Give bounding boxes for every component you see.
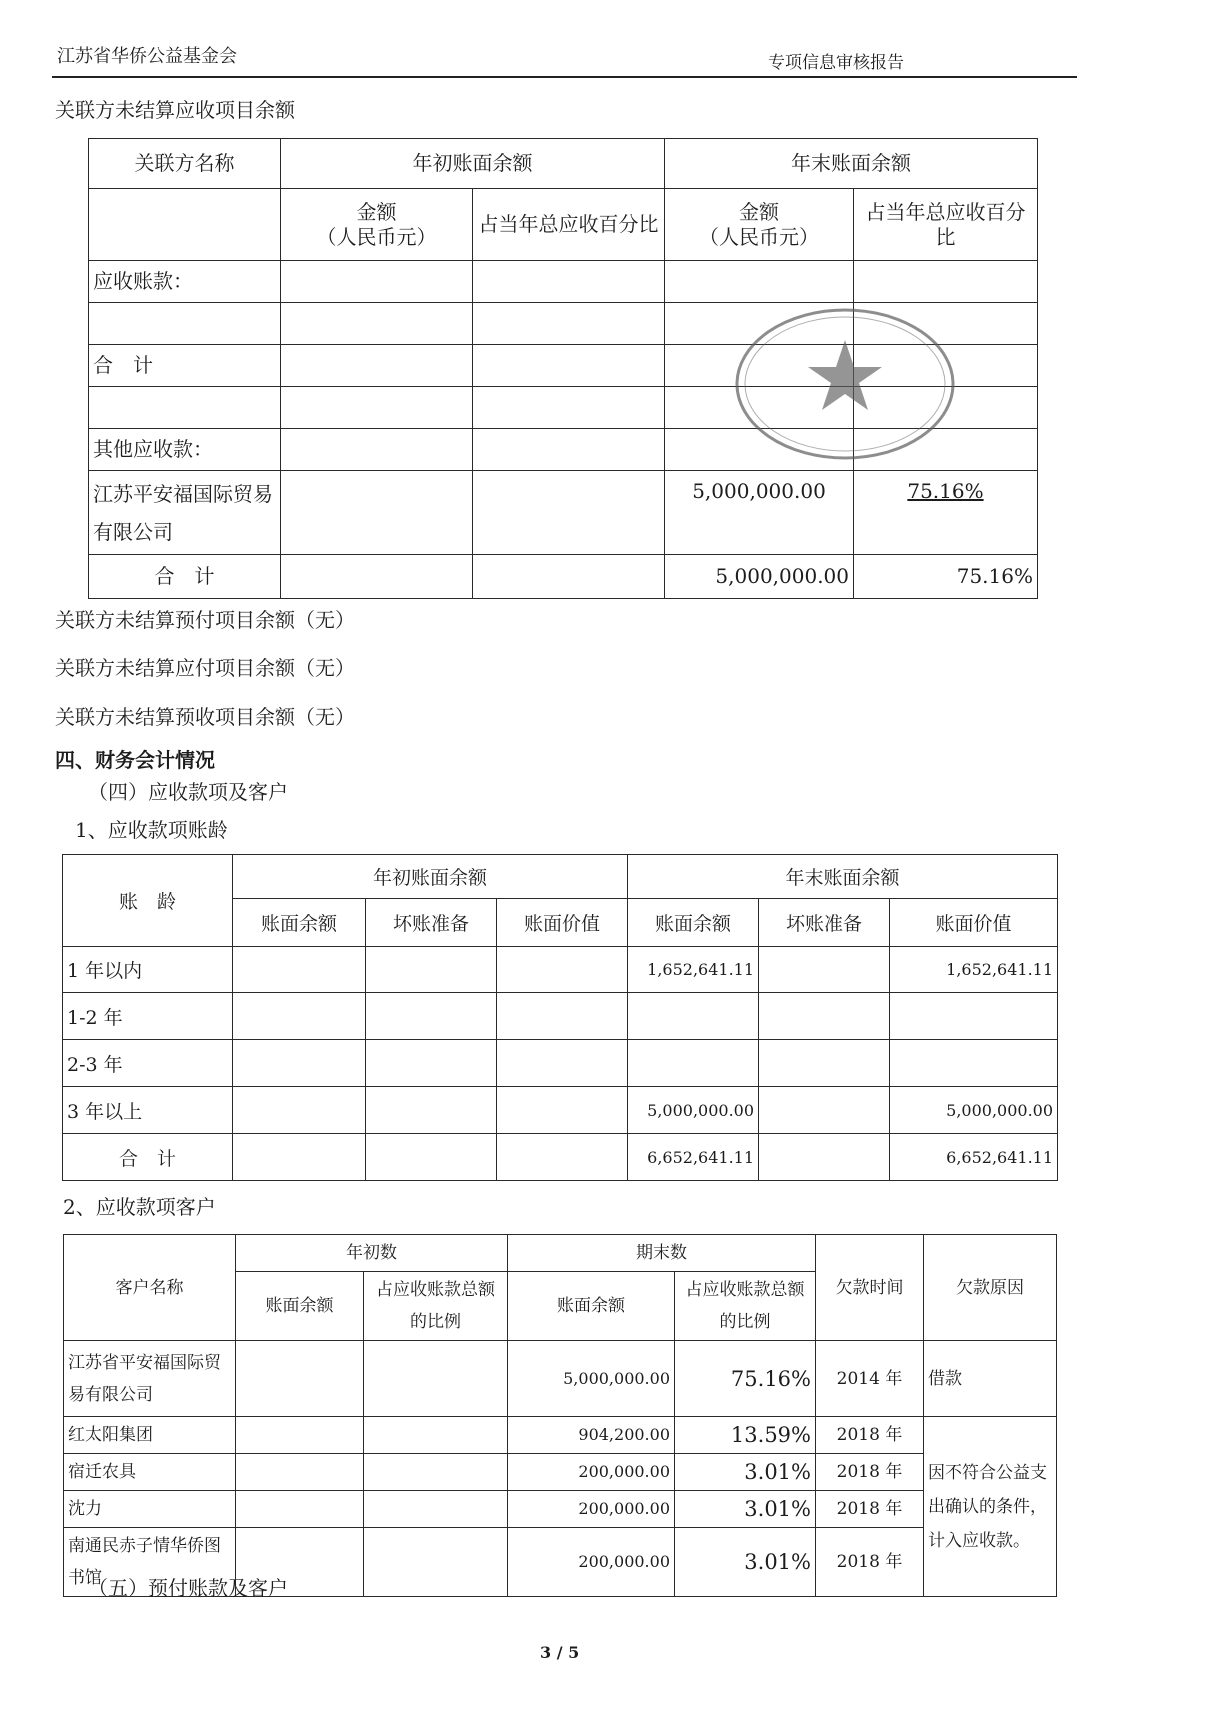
- end-balance: 200,000.00: [508, 1454, 675, 1491]
- header-divider: [52, 76, 1077, 78]
- other-receivable-label: 其他应收款：: [89, 429, 281, 471]
- col-begin-balance: 年初账面余额: [233, 855, 628, 899]
- col-aging: 账 龄: [63, 855, 233, 947]
- receivable-aging-table: [62, 854, 1058, 1181]
- col-debt-reason: 欠款原因: [924, 1235, 1057, 1341]
- col-customer-name: 客户名称: [64, 1235, 236, 1341]
- customer-name: 宿迁农具: [64, 1454, 236, 1491]
- related-prepaid-line: 关联方未结算预付项目余额（无）: [55, 608, 355, 632]
- debt-time: 2018 年: [816, 1491, 924, 1528]
- table-row: [63, 1040, 1058, 1087]
- col-related-party-name: 关联方名称: [89, 139, 281, 189]
- aging-label: 2-3 年: [63, 1040, 233, 1087]
- sub-header: 账面价值: [890, 899, 1058, 947]
- receivable-label: 应收账款：: [89, 261, 281, 303]
- aging-title: 1、应收款项账龄: [75, 818, 228, 842]
- company-end-amount: 5,000,000.00: [665, 471, 854, 555]
- customers-title: 2、应收款项客户: [63, 1195, 216, 1219]
- total-label: 合 计: [89, 555, 281, 599]
- related-party-receivable-table: [88, 138, 1038, 599]
- subsection-receivables: （四）应收款项及客户: [88, 780, 288, 804]
- table-row: [63, 993, 1058, 1040]
- end-book-balance: [628, 993, 759, 1040]
- table-row: [63, 1087, 1058, 1134]
- sub-header: 坏账准备: [366, 899, 497, 947]
- customer-name: 南通民赤子情华侨图书馆: [64, 1528, 236, 1597]
- debt-time: 2014 年: [816, 1341, 924, 1417]
- sub-header: 坏账准备: [759, 899, 890, 947]
- sub-book-balance: 账面余额: [508, 1272, 675, 1341]
- sub-header: 账面余额: [233, 899, 366, 947]
- subsection-prepaid: （五）预付账款及客户: [88, 1576, 288, 1600]
- aging-label: 合 计: [63, 1134, 233, 1181]
- table-row: [64, 1491, 1057, 1528]
- customer-name: 红太阳集团: [64, 1417, 236, 1454]
- end-balance: 200,000.00: [508, 1528, 675, 1597]
- related-payable-line: 关联方未结算应付项目余额（无）: [55, 656, 355, 680]
- end-book-balance: 6,652,641.11: [628, 1134, 759, 1181]
- end-book-balance: 5,000,000.00: [628, 1087, 759, 1134]
- total-end-amount: 5,000,000.00: [665, 555, 854, 599]
- debt-time: 2018 年: [816, 1528, 924, 1597]
- customer-name: 沈力: [64, 1491, 236, 1528]
- sub-end-percent: 占当年总应收百分比: [854, 189, 1038, 261]
- debt-time: 2018 年: [816, 1417, 924, 1454]
- receivable-customers-table: [63, 1234, 1057, 1597]
- end-ratio: 13.59%: [675, 1417, 816, 1454]
- receivable-subtotal-label: 合 计: [89, 345, 281, 387]
- sub-header: 账面价值: [497, 899, 628, 947]
- end-book-value: [890, 993, 1058, 1040]
- table-row: [63, 1134, 1058, 1181]
- end-ratio: 75.16%: [675, 1341, 816, 1417]
- end-book-value: [890, 1040, 1058, 1087]
- organization-name: 江苏省华侨公益基金会: [57, 46, 237, 67]
- section-four-title: 四、财务会计情况: [55, 748, 215, 772]
- col-debt-time: 欠款时间: [816, 1235, 924, 1341]
- sub-begin-percent: 占当年总应收百分比: [473, 189, 665, 261]
- related-receivable-title: 关联方未结算应收项目余额: [55, 98, 295, 122]
- end-ratio: 3.01%: [675, 1528, 816, 1597]
- end-book-value: 6,652,641.11: [890, 1134, 1058, 1181]
- end-book-value: 1,652,641.11: [890, 947, 1058, 993]
- aging-label: 1-2 年: [63, 993, 233, 1040]
- sub-ratio: 占应收账款总额的比例: [675, 1272, 816, 1341]
- sub-book-balance: 账面余额: [236, 1272, 364, 1341]
- total-end-percent: 75.16%: [854, 555, 1038, 599]
- col-begin-balance: 年初账面余额: [281, 139, 665, 189]
- end-book-balance: 1,652,641.11: [628, 947, 759, 993]
- report-title: 专项信息审核报告: [768, 53, 904, 73]
- table-row: [64, 1417, 1057, 1454]
- table-row: [64, 1454, 1057, 1491]
- end-ratio: 3.01%: [675, 1454, 816, 1491]
- debt-time: 2018 年: [816, 1454, 924, 1491]
- table-row: [63, 947, 1058, 993]
- col-end-balance: 年末账面余额: [628, 855, 1058, 899]
- end-balance: 904,200.00: [508, 1417, 675, 1454]
- end-book-value: 5,000,000.00: [890, 1087, 1058, 1134]
- header-empty-cell: [89, 189, 281, 261]
- end-balance: 5,000,000.00: [508, 1341, 675, 1417]
- end-balance: 200,000.00: [508, 1491, 675, 1528]
- company-end-percent: 75.16%: [854, 471, 1038, 555]
- sub-ratio: 占应收账款总额的比例: [364, 1272, 508, 1341]
- col-begin-amount: 年初数: [236, 1235, 508, 1272]
- debt-reason: 借款: [924, 1341, 1057, 1417]
- related-party-company: 江苏平安福国际贸易有限公司: [89, 471, 281, 555]
- shared-debt-reason: 因不符合公益支出确认的条件，计入应收款。: [924, 1417, 1057, 1597]
- customer-name: 江苏省平安福国际贸易有限公司: [64, 1341, 236, 1417]
- end-book-balance: [628, 1040, 759, 1087]
- sub-header: 账面余额: [628, 899, 759, 947]
- end-ratio: 3.01%: [675, 1491, 816, 1528]
- related-advance-line: 关联方未结算预收项目余额（无）: [55, 705, 355, 729]
- page-number: 3 / 5: [540, 1643, 580, 1662]
- col-end-amount: 期末数: [508, 1235, 816, 1272]
- col-end-balance: 年末账面余额: [665, 139, 1038, 189]
- table-row: [64, 1341, 1057, 1417]
- sub-end-amount: 金额 （人民币元）: [665, 189, 854, 261]
- aging-label: 3 年以上: [63, 1087, 233, 1134]
- aging-label: 1 年以内: [63, 947, 233, 993]
- sub-begin-amount: 金额 （人民币元）: [281, 189, 473, 261]
